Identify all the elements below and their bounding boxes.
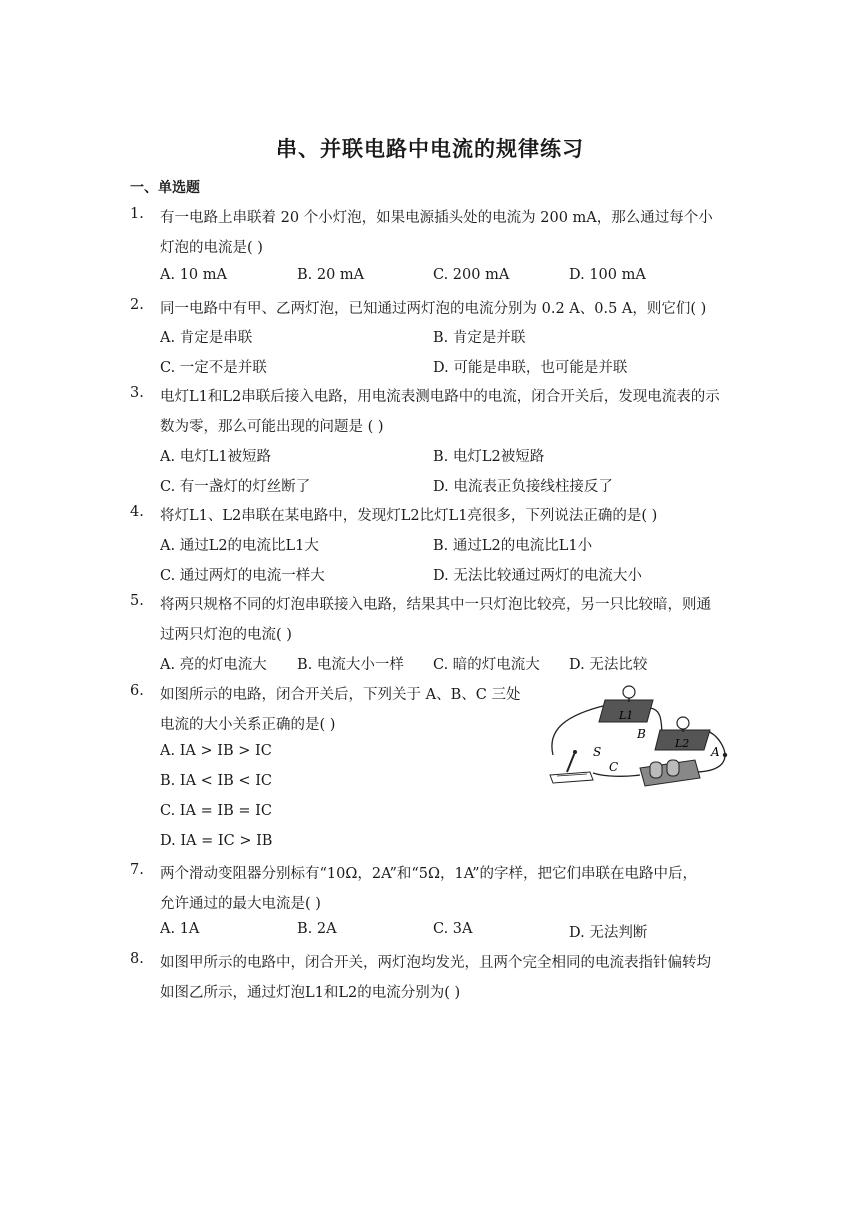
label-b: B — [637, 727, 646, 741]
question-number: 2. — [130, 297, 144, 313]
switch — [550, 750, 593, 783]
option-c: C. 一定不是并联 — [160, 360, 267, 376]
option-a: A. 1A — [160, 921, 200, 937]
terminal-dot — [723, 753, 727, 757]
question-text: 过两只灯泡的电流( ) — [160, 627, 292, 643]
question-number: 6. — [130, 683, 144, 699]
option-c: C. 200 mA — [433, 267, 510, 283]
option-b: B. 肯定是并联 — [433, 330, 526, 346]
option-b: B. 通过L2的电流比L1小 — [433, 538, 593, 554]
question-text: 两个滑动变阻器分别标有“10Ω，2A”和“5Ω，1A”的字样，把它们串联在电路中后， — [160, 866, 697, 882]
question-text: 同一电路中有甲、乙两灯泡，已知通过两灯泡的电流分别为 0.2 A、0.5 A，则它们( ) — [160, 301, 707, 317]
option-a: A. 亮的灯电流大 — [160, 657, 267, 673]
bulb-icon — [623, 686, 635, 698]
battery — [640, 760, 700, 786]
question-number: 5. — [130, 593, 144, 609]
option-c: C. IA = IB = IC — [160, 803, 272, 819]
option-a: A. 通过L2的电流比L1大 — [160, 538, 319, 554]
section-heading: 一、单选题 — [130, 180, 200, 196]
option-b: B. 电灯L2被短路 — [433, 449, 545, 465]
option-a: A. 10 mA — [160, 267, 227, 283]
question-number: 8. — [130, 951, 144, 967]
option-b: B. 2A — [297, 921, 337, 937]
option-b: B. IA < IB < IC — [160, 773, 273, 789]
label-a: A — [711, 745, 720, 759]
question-text: 有一电路上串联着 20 个小灯泡，如果电源插头处的电流为 200 mA，那么通过每个小 — [160, 210, 713, 226]
question-text: 电流的大小关系正确的是( ) — [160, 717, 336, 733]
question-number: 7. — [130, 862, 144, 878]
question-text: 灯泡的电流是( ) — [160, 240, 263, 256]
label-l2: L2 — [675, 737, 690, 750]
question-number: 4. — [130, 504, 144, 520]
question-text: 电灯L1和L2串联后接入电路，用电流表测电路中的电流，闭合开关后，发现电流表的示 — [160, 389, 720, 405]
label-c: C — [609, 760, 619, 774]
option-c: C. 3A — [433, 921, 473, 937]
option-a: A. 电灯L1被短路 — [160, 449, 272, 465]
question-text: 允许通过的最大电流是( ) — [160, 896, 321, 912]
label-l1: L1 — [619, 709, 634, 722]
option-b: B. 电流大小一样 — [297, 657, 404, 673]
question-number: 1. — [130, 206, 144, 222]
option-a: A. IA > IB > IC — [160, 743, 272, 759]
label-s: S — [593, 745, 602, 759]
option-c: C. 有一盏灯的灯丝断了 — [160, 479, 311, 495]
option-d: D. 可能是串联，也可能是并联 — [433, 360, 628, 376]
option-c: C. 通过两灯的电流一样大 — [160, 568, 325, 584]
option-a: A. 肯定是串联 — [160, 330, 253, 346]
option-d: D. 电流表正负接线柱接反了 — [433, 479, 613, 495]
option-d: D. IA = IC > IB — [160, 833, 273, 849]
option-d: D. 100 mA — [569, 267, 646, 283]
question-text: 如图甲所示的电路中，闭合开关，两灯泡均发光，且两个完全相同的电流表指针偏转均 — [160, 955, 711, 971]
question-text: 如图所示的电路，闭合开关后，下列关于 A、B、C 三处 — [160, 687, 521, 703]
question-text: 将灯L1、L2串联在某电路中，发现灯L2比灯L1亮很多，下列说法正确的是( ) — [160, 508, 658, 524]
question-number: 3. — [130, 385, 144, 401]
bulb-icon — [677, 717, 689, 729]
circuit-figure — [545, 680, 735, 790]
page-title: 串、并联电路中电流的规律练习 — [276, 137, 584, 161]
question-text: 将两只规格不同的灯泡串联接入电路，结果其中一只灯泡比较亮，另一只比较暗，则通 — [160, 597, 711, 613]
option-d: D. 无法比较通过两灯的电流大小 — [433, 568, 642, 584]
option-c: C. 暗的灯电流大 — [433, 657, 540, 673]
option-d: D. 无法判断 — [569, 925, 648, 941]
option-d: D. 无法比较 — [569, 657, 648, 673]
option-b: B. 20 mA — [297, 267, 365, 283]
question-text: 数为零，那么可能出现的问题是 ( ) — [160, 419, 384, 435]
question-text: 如图乙所示，通过灯泡L1和L2的电流分别为( ) — [160, 985, 461, 1001]
